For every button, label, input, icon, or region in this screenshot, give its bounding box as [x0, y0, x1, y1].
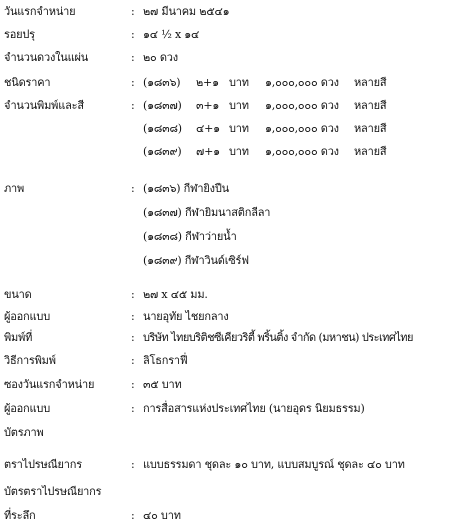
row-postcard	[0, 424, 459, 441]
row-souvenir-card-price	[0, 507, 459, 524]
denom-colors: หลายสี	[354, 99, 387, 112]
colon: :	[131, 5, 135, 18]
value-first-day: ๒๗ มีนาคม ๒๕๔๑	[143, 5, 230, 18]
row-images	[0, 180, 459, 197]
colon: :	[131, 331, 135, 344]
value-image: (๑๘๓๘) กีฬาว่ายน้ำ	[143, 230, 237, 243]
value-printer: บริษัท ไทยบริติชซีเคียวริตี้ พริ้นติ้ง จำกัด (มหาชน) ประเทศไทย	[143, 331, 413, 344]
denom-qty: ๑,๐๐๐,๐๐๐ ดวง	[265, 122, 339, 135]
row-perforation	[0, 26, 459, 43]
row-printer	[0, 329, 459, 346]
label-fdc-envelope: ซองวันแรกจำหน่าย	[4, 378, 95, 391]
colon: :	[131, 288, 135, 301]
denom-price: ๗+๑	[196, 145, 220, 158]
label-size: ขนาด	[4, 288, 32, 301]
value-size: ๒๗ x ๔๕ มม.	[143, 288, 208, 301]
row-image-3	[0, 228, 459, 245]
value-print-method: ลิโธกราฟี่	[143, 354, 188, 367]
denom-qty: ๑,๐๐๐,๐๐๐ ดวง	[265, 76, 339, 89]
row-stamps-per-sheet	[0, 49, 459, 66]
row-stamp-sets	[0, 456, 459, 473]
denom-code: (๑๘๓๖)	[143, 76, 181, 89]
denom-unit: บาท	[229, 122, 249, 135]
row-postcard-designer	[0, 400, 459, 417]
colon: :	[131, 99, 135, 112]
row-fdc-envelope	[0, 376, 459, 393]
value-stamps-per-sheet: ๒๐ ดวง	[143, 51, 178, 64]
value-image: (๑๘๓๙) กีฬาวินด์เซิร์ฟ	[143, 254, 249, 267]
colon: :	[131, 458, 135, 471]
colon: :	[131, 509, 135, 522]
label-first-day: วันแรกจำหน่าย	[4, 5, 76, 18]
label-postcard-designer: ผู้ออกแบบ	[4, 402, 50, 415]
colon: :	[131, 402, 135, 415]
row-denomination	[0, 74, 459, 91]
denom-qty: ๑,๐๐๐,๐๐๐ ดวง	[265, 99, 339, 112]
colon: :	[131, 310, 135, 323]
row-denomination-3	[0, 120, 459, 137]
label-stamps-per-sheet: จำนวนดวงในแผ่น	[4, 51, 89, 64]
value-stamp-sets: แบบธรรมดา ชุดละ ๑๐ บาท, แบบสมบูรณ์ ชุดละ ๔๐ บาท	[143, 458, 405, 471]
denom-price: ๒+๑	[196, 76, 219, 89]
value-designer: นายอุทัย ไชยกลาง	[143, 310, 229, 323]
row-first-day	[0, 3, 459, 20]
label-postcard: บัตรภาพ	[4, 426, 44, 439]
row-denomination-4	[0, 143, 459, 160]
value-postcard-designer: การสื่อสารแห่งประเทศไทย (นายอุดร นิยมธรรม)	[143, 402, 365, 415]
row-souvenir-card	[0, 483, 459, 500]
label-print-quantity: จำนวนพิมพ์และสี	[4, 99, 84, 112]
colon: :	[131, 378, 135, 391]
value-perforation: ๑๔ ½ x ๑๔	[143, 28, 200, 41]
row-image-2	[0, 204, 459, 221]
colon: :	[131, 28, 135, 41]
denom-code: (๑๘๓๙)	[143, 145, 182, 158]
label-souvenir-card: บัตรตราไปรษณียากร	[4, 485, 102, 498]
label-souvenir: ที่ระลึก	[4, 509, 36, 522]
colon: :	[131, 51, 135, 64]
row-image-4	[0, 252, 459, 269]
row-print-method	[0, 352, 459, 369]
row-designer	[0, 308, 459, 325]
label-designer: ผู้ออกแบบ	[4, 310, 50, 323]
colon: :	[131, 76, 135, 89]
denom-unit: บาท	[229, 76, 249, 89]
value-image: (๑๘๓๗) กีฬายิมนาสติกลีลา	[143, 206, 271, 219]
label-denomination: ชนิดราคา	[4, 76, 51, 89]
denom-colors: หลายสี	[354, 76, 387, 89]
denom-colors: หลายสี	[354, 145, 387, 158]
denom-price: ๔+๑	[196, 122, 220, 135]
denom-code: (๑๘๓๗)	[143, 99, 182, 112]
label-perforation: รอยปรุ	[4, 28, 35, 41]
label-images: ภาพ	[4, 182, 25, 195]
row-size	[0, 286, 459, 303]
denom-qty: ๑,๐๐๐,๐๐๐ ดวง	[265, 145, 339, 158]
denom-unit: บาท	[229, 99, 249, 112]
denom-code: (๑๘๓๘)	[143, 122, 182, 135]
denom-unit: บาท	[229, 145, 249, 158]
row-print-quantity	[0, 97, 459, 114]
value-souvenir-price: ๔๐ บาท	[143, 509, 181, 522]
denom-price: ๓+๑	[196, 99, 220, 112]
value-fdc-envelope: ๓๕ บาท	[143, 378, 182, 391]
label-print-method: วิธีการพิมพ์	[4, 354, 56, 367]
label-stamp-sets: ตราไปรษณียากร	[4, 458, 82, 471]
value-image: (๑๘๓๖) กีฬายิงปืน	[143, 182, 229, 195]
label-printer: พิมพ์ที่	[4, 331, 33, 344]
colon: :	[131, 354, 135, 367]
denom-colors: หลายสี	[354, 122, 387, 135]
colon: :	[131, 182, 135, 195]
